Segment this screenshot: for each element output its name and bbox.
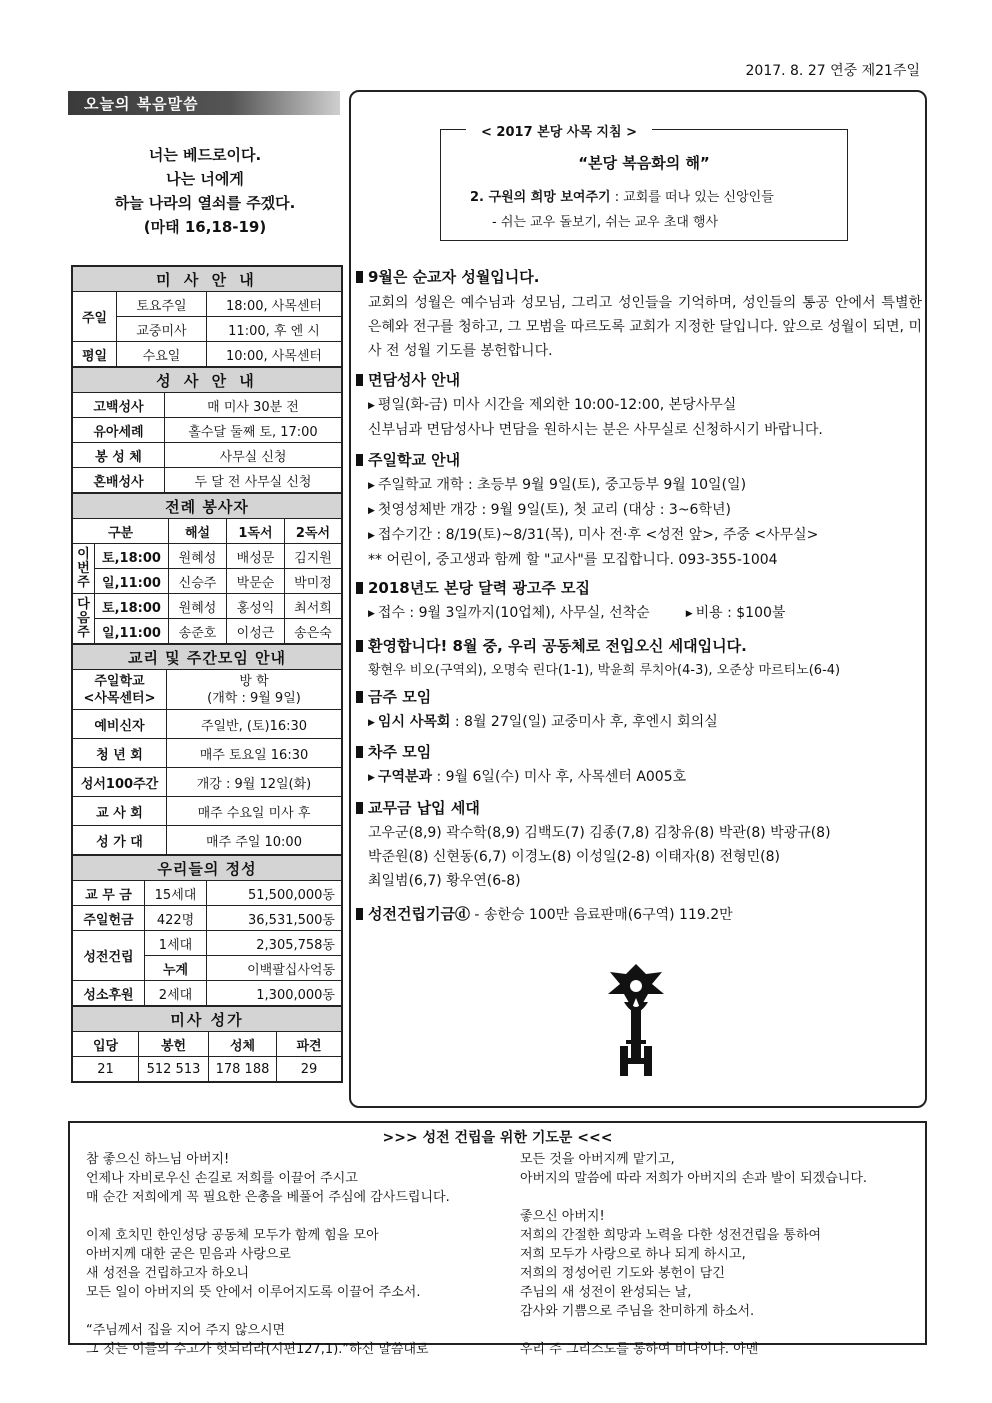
meeting-value: 매주 수요일 미사 후 [167, 797, 342, 826]
section-title-text: 9월은 순교자 성월입니다. [368, 268, 540, 286]
liturgy-person: 송준호 [169, 619, 227, 644]
section-dues [356, 797, 922, 893]
hymn-number: 29 [277, 1057, 342, 1082]
sacrament-table [72, 367, 342, 493]
prayer-line: 이제 호치민 한인성당 공동체 모두가 함께 힘을 모아 [86, 1228, 379, 1243]
offering-name: 성소후원 [73, 981, 145, 1006]
section-title [356, 797, 922, 819]
meeting-name: 청 년 회 [73, 739, 167, 768]
square-bullet-icon [356, 374, 363, 386]
section-line [356, 710, 922, 735]
square-bullet-icon [356, 691, 363, 703]
offering-amount: 51,500,000동 [207, 881, 342, 906]
meeting-value [167, 670, 342, 710]
prayer-line: 감사와 기쁨으로 주님을 찬미하게 하소서. [520, 1304, 755, 1319]
meeting-name: 성서100주간 [73, 768, 167, 797]
meeting-name: 예비신자 [73, 710, 167, 739]
liturgy-table [72, 493, 342, 644]
sacrament-value: 매 미사 30분 전 [165, 393, 342, 418]
sunday-school-name: 주일학교 [94, 673, 145, 689]
section-title [356, 635, 922, 657]
prayer-line: 저희의 정성어린 기도와 봉헌이 담긴 [520, 1266, 725, 1281]
prayer-title: >>> 성전 건립을 위한 기도문 <<< [382, 1130, 613, 1146]
triangle-bullet-icon: ▶ [685, 609, 693, 619]
prayer-line: 아버지의 말씀에 따라 저희가 아버지의 손과 발이 되겠습니다. [520, 1171, 868, 1186]
prayer-line [520, 1188, 867, 1207]
meeting-name: 교 사 회 [73, 797, 167, 826]
hymn-number: 178 188 [209, 1057, 277, 1082]
offering-header: 우리들의 정성 [73, 856, 342, 881]
offering-amount: 1,300,000동 [207, 981, 342, 1006]
hymns-header: 미사 성가 [73, 1007, 342, 1032]
section-line-text: 접수기간 : 8/19(토)~8/31(목), 미사 전·후 <성전 앞>, 주중 <사무실> [377, 527, 819, 543]
section-line: 신부님과 면담성사나 면담을 원하시는 분은 사무실로 신청하시기 바랍니다. [368, 422, 823, 438]
prayer-line: “주님께서 집을 지어 주지 않으시면 [86, 1323, 286, 1338]
hymn-col-header: 봉헌 [139, 1032, 209, 1057]
section-line-text: 첫영성체반 개강 : 9월 9일(토), 첫 교리 (대상 : 3~6학년) [377, 502, 731, 518]
section-line [356, 601, 922, 626]
gospel-reference: (마태 16,18-19) [143, 218, 267, 236]
offering-table [72, 855, 342, 1006]
sacrament-value: 홀수달 둘째 토, 17:00 [165, 418, 342, 443]
hymn-col-header: 파견 [277, 1032, 342, 1057]
section-calendar-ads [356, 577, 922, 626]
section-line: 황현우 비오(구역외), 오명숙 린다(1-1), 박윤희 루치아(4-3), 오준상 마르티노(6-4) [368, 663, 841, 678]
liturgy-time: 토,18:00 [95, 594, 169, 619]
meetings-table [72, 644, 342, 855]
mass-name: 토요주일 [117, 292, 207, 317]
prayer-left-column [86, 1150, 450, 1359]
triangle-bullet-icon: ▶ [368, 609, 375, 619]
square-bullet-icon [356, 908, 363, 920]
weekday-label: 평일 [73, 342, 117, 367]
next-week-label: 다음주 [73, 594, 95, 644]
triangle-bullet-icon: ▶ [368, 773, 375, 783]
liturgy-person: 송은숙 [285, 619, 342, 644]
prayer-line: 저희 모두가 사랑으로 하나 되게 하시고, [520, 1247, 746, 1262]
section-line [356, 393, 922, 418]
pastoral-policy-motto: “본당 복음화의 해” [578, 154, 710, 172]
section-line-text: 접수 : 9월 3일까지(10업체), 사무실, 선착순 [377, 605, 650, 621]
prayer-line: 주님의 새 성전이 완성되는 날, [520, 1285, 692, 1300]
section-martyrs-month [356, 266, 922, 363]
offering-count: 422명 [145, 906, 207, 931]
sunday-school-reopen: (개학 : 9월 9일) [207, 690, 301, 706]
offering-name: 주일헌금 [73, 906, 145, 931]
meeting-label: 구역분과 [377, 769, 433, 785]
triangle-bullet-icon: ▶ [368, 506, 375, 516]
gospel-line: 나는 너에게 [166, 170, 244, 188]
square-bullet-icon [356, 582, 363, 594]
section-building-fund [356, 903, 922, 926]
mass-time: 10:00, 사목센터 [207, 342, 342, 367]
section-text: 교회의 성월은 예수님과 성모님, 그리고 성인들을 기억하며, 성인들의 통공 안에서 특별한 은혜와 전구를 청하고, 그 모범을 따르도록 교회가 지정한 달입니다. 앞으로 성월이 되면, 미사 전 성월 기도를 봉헌합니다. [368, 295, 922, 359]
square-bullet-icon [356, 746, 363, 758]
section-line [356, 765, 922, 790]
liturgy-person: 신승주 [169, 569, 227, 594]
sunday-school-status: 방 학 [239, 673, 269, 689]
hymns-table [72, 1006, 342, 1082]
parish-info-tables [71, 265, 343, 1083]
pastoral-policy-item [470, 186, 774, 205]
sacrament-value: 사무실 신청 [165, 443, 342, 468]
building-fund-total: 이백팔십사억동 [207, 956, 342, 981]
sacrament-name: 혼배성사 [73, 468, 165, 493]
section-title [356, 741, 922, 763]
section-title-text: 성전건립기금ⓓ [368, 905, 470, 923]
mass-name: 수요일 [117, 342, 207, 367]
section-title-text: 2018년도 본당 달력 광고주 모집 [368, 579, 591, 597]
gospel-banner [68, 91, 340, 115]
prayer-line: 우리 주 그리스도를 통하여 비나이다. 아멘 [520, 1342, 759, 1357]
prayer-line: 저희의 간절한 희망과 노력을 다한 성전건립을 통하여 [520, 1228, 822, 1243]
mass-header: 미 사 안 내 [73, 267, 342, 292]
liturgy-person: 박문순 [227, 569, 285, 594]
section-interview [356, 369, 922, 442]
mass-name: 교중미사 [117, 317, 207, 342]
triangle-bullet-icon: ▶ [368, 401, 375, 411]
section-title-text: 면담성사 안내 [368, 371, 461, 389]
section-line: 최일범(6,7) 황우연(6-8) [368, 873, 521, 889]
sacrament-name: 고백성사 [73, 393, 165, 418]
section-line [356, 473, 922, 498]
keys-logo-icon [606, 962, 666, 1080]
triangle-bullet-icon: ▶ [368, 718, 375, 728]
prayer-line: 아버지께 대한 굳은 믿음과 사랑으로 [86, 1247, 291, 1262]
section-title-text: 금주 모임 [368, 688, 432, 706]
section-title-text: 차주 모임 [368, 743, 432, 761]
sacrament-name: 봉 성 체 [73, 443, 165, 468]
section-next-week-meeting [356, 741, 922, 790]
liturgy-time: 토,18:00 [95, 544, 169, 569]
prayer-line [86, 1207, 450, 1226]
section-line-text: : 8월 27일(일) 교중미사 후, 후엔시 회의실 [450, 714, 718, 730]
liturgy-col-header: 2독서 [285, 519, 342, 544]
liturgy-person: 배성문 [227, 544, 285, 569]
square-bullet-icon [356, 271, 363, 283]
hymn-number: 21 [73, 1057, 139, 1082]
meeting-name: 성 가 대 [73, 826, 167, 855]
section-this-week-meeting [356, 686, 922, 735]
section-title [356, 266, 922, 288]
pastoral-policy-item-text: : 교회를 떠나 있는 신앙인들 [610, 190, 774, 205]
section-title-detail: - 송한승 100만 음료판매(6구역) 119.2만 [469, 907, 733, 923]
liturgy-person: 원혜성 [169, 544, 227, 569]
sacrament-header: 성 사 안 내 [73, 368, 342, 393]
section-title [356, 449, 922, 471]
section-line-text: 평일(화-금) 미사 시간을 제외한 10:00-12:00, 본당사무실 [377, 397, 737, 413]
prayer-line: 참 좋으신 하느님 아버지! [86, 1152, 230, 1167]
triangle-bullet-icon: ▶ [368, 531, 375, 541]
offering-amount: 36,531,500동 [207, 906, 342, 931]
meeting-value: 매주 주일 10:00 [167, 826, 342, 855]
sacrament-value: 두 달 전 사무실 신청 [165, 468, 342, 493]
prayer-line: 언제나 자비로우신 손길로 저희를 이끌어 주시고 [86, 1171, 358, 1186]
prayer-line: 새 성전을 건립하고자 하오니 [86, 1266, 250, 1281]
liturgy-header: 전례 봉사자 [73, 494, 342, 519]
prayer-line: 매 순간 저희에게 꼭 필요한 은총을 베풀어 주심에 감사드립니다. [86, 1190, 450, 1205]
liturgy-time: 일,11:00 [95, 569, 169, 594]
bulletin-date: 2017. 8. 27 연중 제21주일 [745, 63, 920, 79]
section-line-text: 주일학교 개학 : 초등부 9월 9일(토), 중고등부 9월 10일(일) [377, 477, 747, 493]
prayer-line: 모든 일이 아버지의 뜻 안에서 이루어지도록 이끌어 주소서. [86, 1285, 421, 1300]
gospel-line: 하늘 나라의 열쇠를 주겠다. [114, 194, 296, 212]
gospel-line: 너는 베드로이다. [148, 146, 262, 164]
liturgy-person: 박미정 [285, 569, 342, 594]
hymn-col-header: 입당 [73, 1032, 139, 1057]
meeting-name [73, 670, 167, 710]
liturgy-col-header: 해설 [169, 519, 227, 544]
sacrament-name: 유아세례 [73, 418, 165, 443]
section-title-text: 주일학교 안내 [368, 451, 461, 469]
section-line-text: 비용 : $100불 [695, 605, 786, 621]
section-title-text: 교무금 납입 세대 [368, 799, 480, 817]
section-title [356, 369, 922, 391]
section-line: 박준원(8) 신현동(6,7) 이경노(8) 이성일(2-8) 이태자(8) 전형민(8) [368, 849, 780, 865]
section-sunday-school [356, 449, 922, 572]
liturgy-person: 김지원 [285, 544, 342, 569]
section-welcome [356, 635, 922, 683]
offering-amount: 2,305,758동 [207, 931, 342, 956]
prayer-right-column [520, 1150, 867, 1359]
prayer-line [86, 1302, 450, 1321]
offering-name: 교 무 금 [73, 881, 145, 906]
square-bullet-icon [356, 640, 363, 652]
section-line: ** 어린이, 중고생과 함께 할 "교사"를 모집합니다. 093-355-1004 [368, 552, 778, 568]
sunday-school-location: <사목센터> [83, 690, 156, 706]
square-bullet-icon [356, 802, 363, 814]
section-title [356, 577, 922, 599]
pastoral-policy-title: < 2017 본당 사목 지침 > [466, 121, 652, 140]
mass-table [72, 266, 342, 367]
meeting-value: 개강 : 9월 12일(화) [167, 768, 342, 797]
mass-time: 18:00, 사목센터 [207, 292, 342, 317]
liturgy-col-header: 1독서 [227, 519, 285, 544]
liturgy-time: 일,11:00 [95, 619, 169, 644]
section-line: 고우군(8,9) 곽수학(8,9) 김백도(7) 김종(7,8) 김창유(8) 박관(8) 박광규(8) [368, 825, 831, 841]
gospel-verse [70, 143, 340, 239]
section-title [356, 686, 922, 708]
prayer-line: 모든 것을 아버지께 맡기고, [520, 1152, 675, 1167]
offering-count: 1세대 [145, 931, 207, 956]
sunday-label: 주일 [73, 292, 117, 342]
section-title [356, 903, 922, 926]
meeting-value: 매주 토요일 16:30 [167, 739, 342, 768]
offering-count: 2세대 [145, 981, 207, 1006]
hymn-col-header: 성체 [209, 1032, 277, 1057]
section-title-text: 환영합니다! 8월 중, 우리 공동체로 전입오신 세대입니다. [368, 637, 747, 655]
triangle-bullet-icon: ▶ [368, 481, 375, 491]
pastoral-policy-detail: - 쉬는 교우 돌보기, 쉬는 교우 초대 행사 [492, 215, 719, 230]
section-line [356, 498, 922, 523]
building-fund-name: 성전건립 [73, 931, 145, 981]
square-bullet-icon [356, 454, 363, 466]
hymn-number: 512 513 [139, 1057, 209, 1082]
building-fund-total-label: 누계 [145, 956, 207, 981]
meeting-label: 임시 사목회 [377, 714, 451, 730]
meetings-header: 교리 및 주간모임 안내 [73, 645, 342, 670]
meeting-value: 주일반, (토)16:30 [167, 710, 342, 739]
liturgy-person: 원혜성 [169, 594, 227, 619]
gospel-banner-label: 오늘의 복음말씀 [84, 95, 199, 113]
mass-time: 11:00, 후 엔 시 [207, 317, 342, 342]
prayer-line: 좋으신 아버지! [520, 1209, 605, 1224]
offering-count: 15세대 [145, 881, 207, 906]
liturgy-person: 이성근 [227, 619, 285, 644]
this-week-label: 이번주 [73, 544, 95, 594]
prayer-line: 그 짓는 이들의 수고가 헛되리라(시편127,1).”하신 말씀대로 [86, 1342, 429, 1357]
liturgy-col-header: 구분 [73, 519, 169, 544]
liturgy-person: 홍성익 [227, 594, 285, 619]
liturgy-person: 최서희 [285, 594, 342, 619]
section-line-text: : 9월 6일(수) 미사 후, 사목센터 A005호 [432, 769, 687, 785]
pastoral-policy-item-title: 2. 구원의 희망 보여주기 [470, 190, 611, 205]
prayer-line [520, 1321, 867, 1340]
section-line [356, 523, 922, 548]
